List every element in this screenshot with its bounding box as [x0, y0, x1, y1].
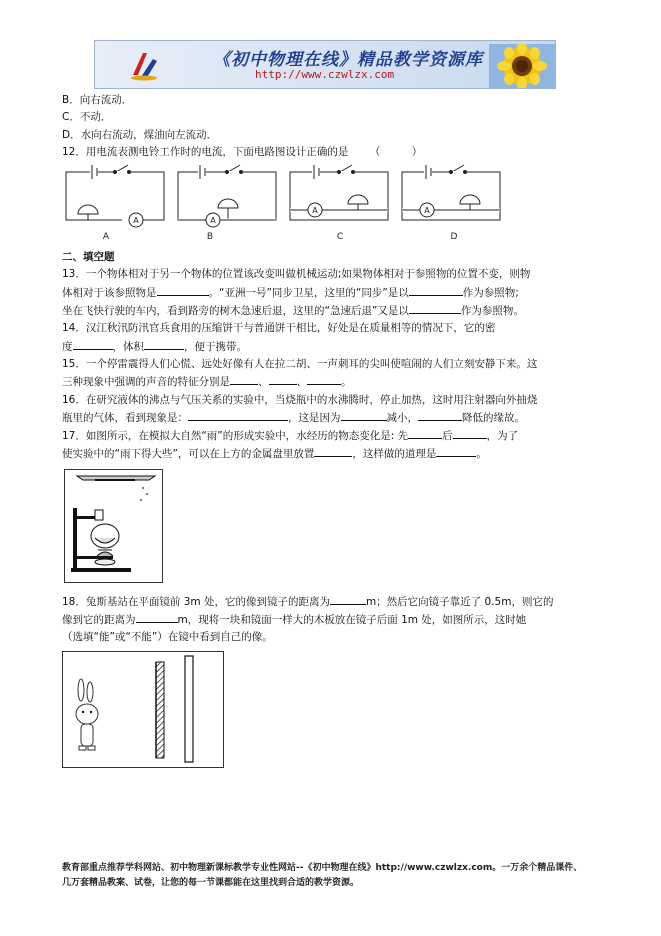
q17-text-a: 17．如图所示，在模拟大自然“雨”的形成实验中，水经历的物态变化是: 先	[62, 430, 409, 443]
option-c: C．不动．	[62, 111, 112, 124]
header-banner	[94, 40, 556, 89]
q17-text-f: 。	[476, 448, 487, 461]
ammeter-b-symbol: A	[210, 216, 216, 226]
rain-apparatus-icon	[65, 470, 162, 582]
q18-blank-1[interactable]	[330, 593, 366, 605]
q16-blank-2[interactable]	[341, 409, 387, 421]
site-logo-icon	[129, 49, 159, 81]
label-c: C	[336, 232, 344, 243]
option-b: B．向右流动．	[62, 94, 133, 106]
question-12	[62, 144, 592, 161]
banner-url[interactable]: http://www.czwlzx.com	[255, 68, 395, 81]
mirror-scene-icon	[63, 652, 223, 767]
q12-answer-paren: （ ）	[369, 145, 423, 158]
q16-text-d: 降低的缘故。	[462, 411, 525, 424]
q18-text-a: 18．兔斯基站在平面镜前 3m 处，它的像到镜子的距离为	[62, 595, 330, 608]
q13-text-c: 作为参照物;	[462, 286, 519, 299]
q13-text-a: 体相对于该参照物是	[62, 286, 157, 299]
q14-line2	[62, 338, 592, 356]
q15-line2	[62, 373, 592, 391]
q17-blank-1[interactable]	[408, 427, 442, 439]
q14-text-c: ，便于携带。	[184, 340, 247, 353]
q16-text-b: ，这是因为	[288, 411, 341, 424]
q18-line2	[62, 611, 592, 629]
q18-line3: （选填“能”或“不能”）在镜中看到自己的像。	[62, 631, 273, 644]
q15-line1: 15．一个停雷震得人们心慌、远处好像有人在拉二胡、一声刺耳的尖叫使喧闹的人们立刻安静下来。这	[62, 357, 538, 370]
q13-text-b: 。“亚洲一号”同步卫星，这里的“同步”是以	[208, 286, 409, 299]
q14-blank-1[interactable]	[73, 338, 113, 350]
section-2-title: 二、填空题	[62, 251, 115, 264]
q14-text-a: 度	[62, 340, 73, 353]
q18-text-b: m；然后它向镜子靠近了 0.5m，则它的	[365, 595, 554, 608]
q17-text-d: 使实验中的“雨下得大些”，可以在上方的金属盘里放置	[62, 448, 315, 461]
q18-text-d: m，现将一块和镜面一样大的木板放在镜子后面 1m 处，如图所示，这时她	[177, 614, 527, 627]
q15-text-b: 。	[341, 376, 352, 389]
label-d: D	[450, 232, 458, 243]
q18-text-c: 像到它的距离为	[62, 614, 136, 627]
q18-line1	[62, 593, 592, 611]
q14-blank-2[interactable]	[144, 338, 184, 350]
q17-text-e: ，这样做的道理是	[352, 448, 437, 461]
q13-line2	[62, 284, 592, 302]
q15-sep-2: 、	[296, 376, 307, 389]
q14-text-b: ，体积	[112, 340, 144, 353]
label-b: B	[206, 232, 214, 243]
q18-mirror-figure	[62, 651, 224, 768]
q15-sep-1: 、	[258, 376, 269, 389]
q15-blank-1[interactable]	[230, 373, 258, 385]
footer-line1: 教育部重点推荐学科网站、初中物理新课标教学专业性网站--《初中物理在线》http://www.czwlzx.com。一万余个精品课件、	[62, 863, 583, 873]
q16-line1: 16．在研究液体的沸点与气压关系的实验中，当烧瓶中的水沸腾时，停止加热，这时用注射器向外抽烧	[62, 393, 538, 406]
option-d: D．水向右流动，煤油向左流动．	[62, 128, 218, 141]
q17-line1	[62, 427, 592, 445]
q17-blank-3[interactable]	[314, 445, 352, 457]
q12-text: 12．用电流表测电铃工作时的电流，下面电路图设计正确的是	[62, 145, 349, 158]
circuit-d	[402, 165, 500, 220]
q14-line1: 14．汉江秋汛防汛官兵食用的压缩饼干与普通饼干相比，好处是在质量相等的情况下，它的密	[62, 322, 496, 335]
q13-line3	[62, 302, 592, 320]
page-footer	[62, 861, 622, 891]
ammeter-d-symbol: A	[424, 206, 430, 216]
ammeter-a-symbol: A	[133, 216, 139, 226]
q15-blank-2[interactable]	[269, 373, 297, 385]
q13-text-e: 作为参照物。	[460, 305, 524, 318]
footer-line2: 几万套精品教案、试卷，让您的每一节课都能在这里找到合适的教学资源。	[62, 878, 360, 888]
label-a: A	[102, 232, 110, 243]
q17-blank-2[interactable]	[453, 427, 487, 439]
circuit-figure	[62, 163, 512, 243]
q15-blank-3[interactable]	[307, 373, 341, 385]
q17-rain-figure	[64, 469, 163, 583]
q13-blank-2[interactable]	[409, 284, 463, 296]
q17-line2	[62, 445, 592, 463]
circuit-a	[66, 165, 164, 227]
q15-text-a: 三种现象中强调的声音的特征分别是	[62, 376, 230, 389]
banner-title: 《初中物理在线》精品教学资源库	[213, 50, 483, 70]
q13-blank-1[interactable]	[157, 284, 209, 296]
q16-line2	[62, 409, 592, 427]
q18-blank-2[interactable]	[136, 611, 178, 623]
q13-blank-3[interactable]	[409, 302, 461, 314]
q16-text-c: 减小，	[386, 411, 418, 424]
q17-text-c: ，为了	[486, 430, 519, 443]
rabbit-icon	[76, 679, 98, 750]
q12-circuit-diagrams	[62, 163, 592, 243]
circuit-b	[178, 165, 276, 227]
sunflower-icon	[489, 44, 555, 88]
q17-blank-4[interactable]	[436, 445, 476, 457]
ammeter-c-symbol: A	[312, 206, 318, 216]
exam-content	[62, 92, 592, 768]
q16-text-a: 瓶里的气体，看到现象是：	[62, 411, 188, 424]
q13-text-d: 坐在飞快行驶的车内，看到路旁的树木急速后退，这里的“急速后退”又是以	[62, 305, 409, 318]
circuit-c	[290, 165, 388, 220]
q13-line1: 13．一个物体相对于另一个物体的位置该改变叫做机械运动;如果物体相对于参照物的位置不变，则物	[62, 268, 531, 281]
q16-blank-3[interactable]	[418, 409, 462, 421]
q17-text-b: 后	[442, 430, 453, 443]
q16-blank-1[interactable]	[188, 409, 288, 421]
